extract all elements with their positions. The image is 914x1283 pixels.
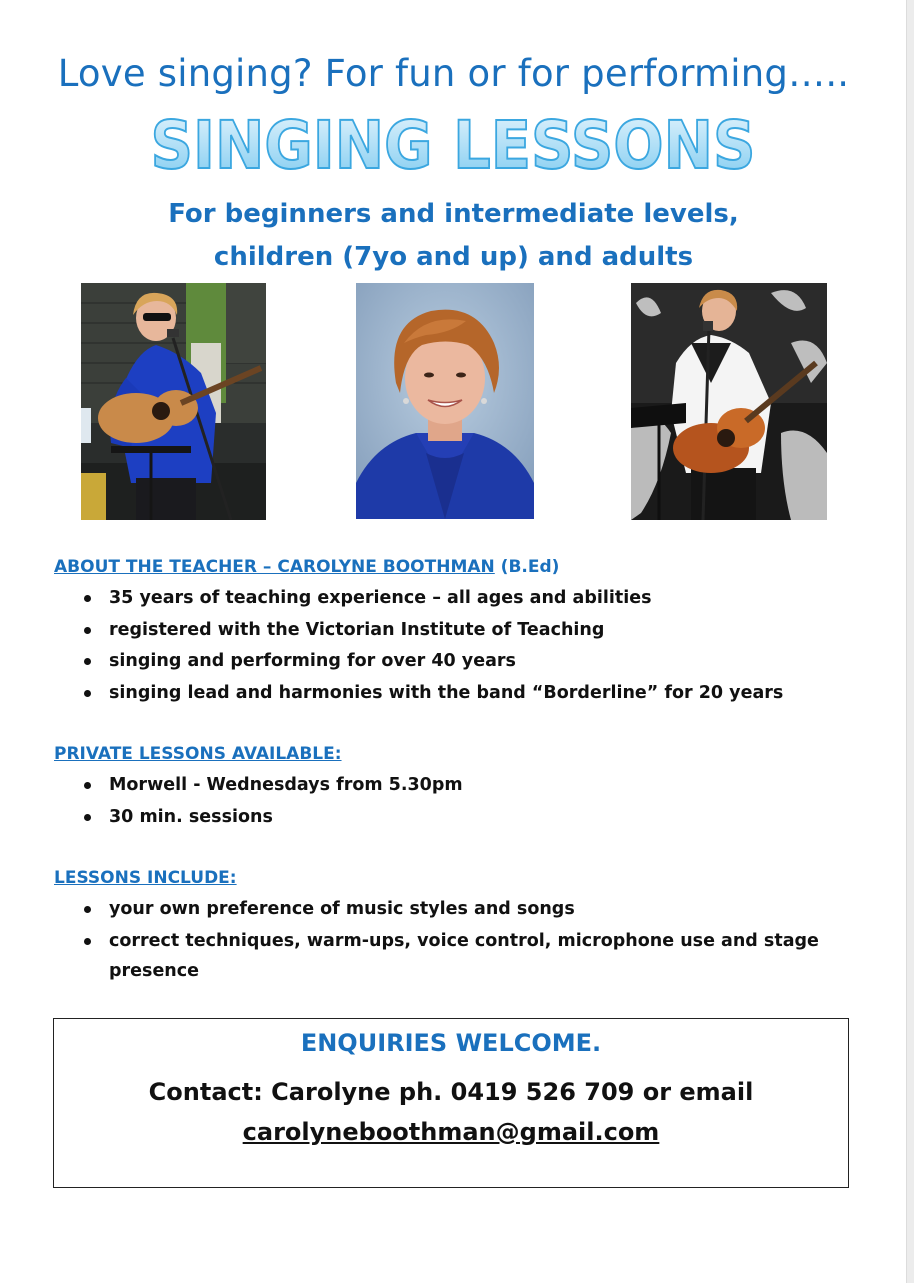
bullet-icon [84, 906, 91, 913]
list-item [82, 646, 842, 678]
list-item [82, 615, 842, 647]
about-teacher-heading-text: ABOUT THE TEACHER – CAROLYNE BOOTHMAN [54, 557, 495, 577]
list-item [82, 583, 842, 615]
list-item [82, 894, 822, 926]
lessons-include-list [82, 894, 822, 986]
bullet-icon [84, 814, 91, 821]
private-lessons-heading [54, 744, 342, 764]
list-item [82, 802, 842, 834]
enquiries-title: ENQUIRIES WELCOME. [300, 1029, 602, 1057]
about-teacher-list [82, 583, 842, 709]
about-teacher-heading [54, 557, 559, 577]
contact-text: Contact: Carolyne ph. 0419 526 709 or email [148, 1078, 754, 1106]
list-item-text: Morwell - Wednesdays from 5.30pm [109, 775, 463, 795]
list-item-text: registered with the Victorian Institute of Teaching [109, 619, 605, 640]
teacher-portrait-photo [356, 283, 534, 519]
tagline: Love singing? For fun or for performing….. [57, 52, 850, 95]
teacher-performing-blue-shirt-photo [81, 283, 266, 520]
bullet-icon [84, 782, 91, 789]
page-edge [906, 0, 914, 1283]
bullet-icon [84, 595, 91, 602]
enquiries-box [53, 1018, 849, 1188]
main-title-text: SINGING LESSONS [150, 107, 756, 184]
main-title-graphic [0, 104, 907, 184]
main-title [0, 104, 907, 184]
list-item [82, 770, 842, 802]
list-item-text: singing lead and harmonies with the band “Borderline” for 20 years [109, 682, 784, 703]
teacher-performing-white-shirt-photo [631, 283, 827, 520]
list-item [82, 678, 842, 710]
list-item [82, 926, 822, 986]
list-item-text: correct techniques, warm-ups, voice control, microphone use and stage presence [109, 930, 819, 981]
private-lessons-list [82, 770, 842, 833]
bullet-icon [84, 938, 91, 945]
lessons-include-heading-text: LESSONS INCLUDE: [54, 868, 237, 888]
bullet-icon [84, 690, 91, 697]
bullet-icon [84, 627, 91, 634]
qualification-text: (B.Ed) [494, 557, 560, 577]
subtitle-line-2: children (7yo and up) and adults [213, 242, 694, 272]
list-item-text: your own preference of music styles and songs [109, 899, 575, 919]
list-item-text: 35 years of teaching experience – all ages and abilities [109, 588, 652, 608]
list-item-text: singing and performing for over 40 years [109, 651, 516, 671]
bullet-icon [84, 658, 91, 665]
subtitle-line-1: For beginners and intermediate levels, [168, 199, 739, 229]
email-link[interactable]: carolyneboothman@gmail.com [242, 1118, 660, 1146]
list-item-text: 30 min. sessions [109, 806, 273, 827]
lessons-include-heading [54, 868, 237, 888]
private-lessons-heading-text: PRIVATE LESSONS AVAILABLE: [54, 744, 342, 764]
